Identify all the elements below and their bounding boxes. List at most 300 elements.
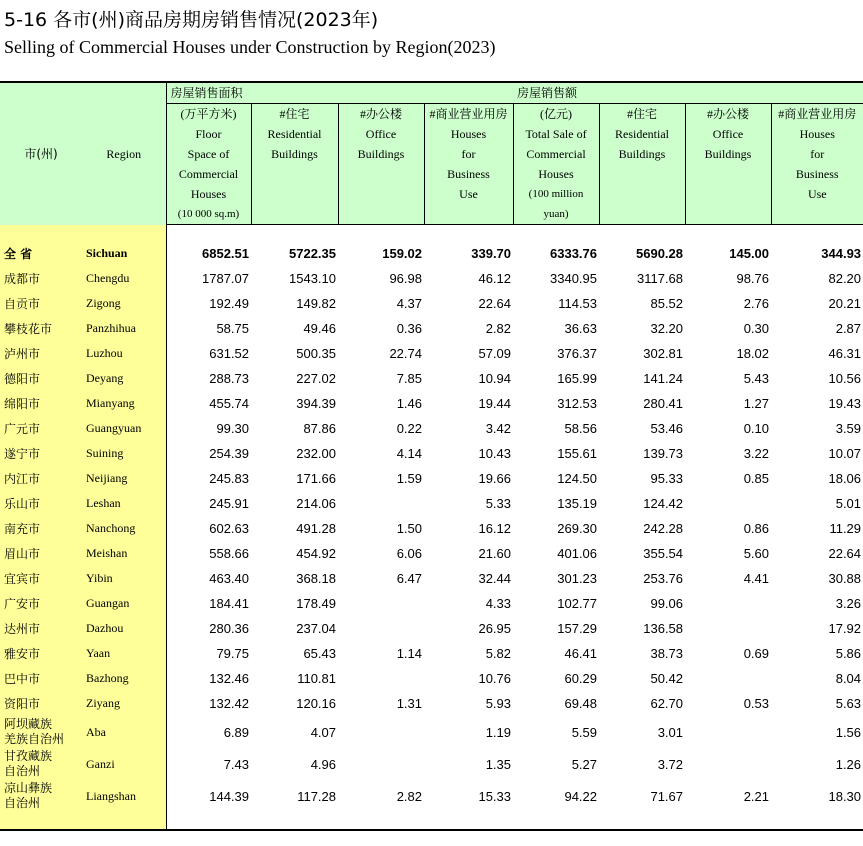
area-business-cell: 339.70 [471,246,512,261]
area-residential-cell: 117.28 [297,788,336,804]
area-business-cell: 10.43 [478,446,512,461]
table-title-en: Selling of Commercial Houses under Construction by Region(2023) [4,37,496,57]
region-en: Panzhihua [82,316,166,341]
region-en: Luzhou [82,341,166,366]
table-row [0,366,863,391]
table-row [0,516,863,541]
sales-office-cell: 18.02 [736,346,770,361]
sales-total-cell: 5.59 [571,724,598,740]
business-line: for [810,147,825,161]
area-residential-cell: 120.16 [296,696,336,711]
area-business-cell: 15.33 [478,788,512,804]
region-cn: 德阳市 [0,366,82,391]
region-cn: 广元市 [0,416,82,441]
region-en: Ganzi [82,748,166,780]
sales-total-cell: 269.30 [557,521,598,536]
spacer-row [0,225,863,242]
area-business-cell: 1.35 [485,756,512,772]
table-row [0,780,863,812]
sales-business-cell: 5.63 [835,696,862,711]
area-total-cell: 192.49 [209,296,249,311]
business-label: #商业营业用房 [429,107,508,121]
region-en: Chengdu [82,266,166,291]
area-office-cell: 1.31 [396,696,422,711]
area-total-line: Commercial [178,167,239,181]
table-row [0,341,863,366]
region-en: Mianyang [82,391,166,416]
sales-business-cell: 10.07 [828,446,862,461]
table-body [0,225,863,831]
area-office-cell: 22.74 [389,346,422,361]
table-row [0,441,863,466]
sales-total-cell: 102.77 [557,596,598,611]
area-residential-cell: 149.82 [296,296,336,311]
table-header [0,82,863,225]
area-residential-cell: 394.39 [296,396,336,411]
area-total-cell: 280.36 [209,621,249,636]
sales-business-cell: 3.59 [835,421,862,436]
sales-residential-cell: 53.46 [650,421,684,436]
sales-total-cell: 3340.95 [550,271,598,286]
area-business-cell: 22.64 [478,296,512,311]
area-total-line: Space of [187,147,230,161]
sales-table [0,81,863,831]
residential-line: Residential [267,127,322,141]
region-en: Yaan [82,641,166,666]
business-line: Houses [799,127,835,141]
sales-residential-cell: 3117.68 [636,271,684,286]
sales-business-cell: 20.21 [828,296,862,311]
sales-business-cell: 19.43 [828,396,862,411]
sales-office-cell: 3.22 [743,446,770,461]
region-cn: 全 省 [0,241,82,266]
sales-business-cell: 46.31 [828,346,862,361]
table-row [0,291,863,316]
region-en: Leshan [82,491,166,516]
sales-residential-cell: 141.24 [643,371,684,386]
table-row [0,691,863,716]
area-business-cell: 19.44 [478,396,512,411]
region-en: Bazhong [82,666,166,691]
area-business-cell: 26.95 [478,621,512,636]
business-label: #商业营业用房 [778,107,857,121]
area-residential-cell: 87.86 [303,421,336,436]
region-en: Yibin [82,566,166,591]
area-office-cell: 2.82 [396,788,422,804]
sales-total-cell: 157.29 [557,621,598,636]
sales-total-cell: 60.29 [564,671,598,686]
area-residential-cell: 368.18 [296,571,336,586]
area-office-cell: 7.85 [396,371,422,386]
area-residential-cell: 171.66 [296,471,336,486]
tail-row [0,812,863,830]
sales-residential-cell: 280.41 [643,396,684,411]
area-residential-cell: 491.28 [296,521,336,536]
business-line: Houses [450,127,487,141]
sales-total-line: yuan) [543,208,569,220]
area-office-cell [338,666,424,691]
sales-office-cell: 1.27 [743,396,770,411]
area-residential-cell: 237.04 [296,621,336,636]
sales-total-cell: 36.63 [564,321,598,336]
region-cn: 遂宁市 [0,441,82,466]
area-total-cell: 245.83 [209,471,249,486]
sales-residential-cell: 253.76 [643,571,684,586]
area-office-cell [338,716,424,748]
area-total-cell: 455.74 [209,396,249,411]
region-en: Nanchong [82,516,166,541]
table-row [0,748,863,780]
office-line: Buildings [704,147,752,161]
region-cn-line: 羌族自治州 [4,732,65,746]
region-en: Deyang [82,366,166,391]
sales-unit: (亿元) [540,107,573,121]
area-office-cell: 96.98 [389,271,422,286]
area-residential-cell: 178.49 [296,596,336,611]
sales-business-cell: 1.26 [835,756,862,772]
sales-residential-cell: 32.20 [650,321,684,336]
region-cn: 绵阳市 [0,391,82,416]
sales-office-cell: 2.76 [743,296,770,311]
area-total-cell: 6.89 [223,724,249,740]
sales-residential-cell: 38.73 [650,646,684,661]
business-line: Use [807,187,827,201]
area-office-cell: 159.02 [382,246,422,261]
region-cn: 内江市 [0,466,82,491]
business-line: Business [795,167,839,181]
region-en: Neijiang [82,466,166,491]
region-cn-line: 自治州 [4,764,41,778]
area-total-cell: 245.91 [209,496,249,511]
region-cn: 宜宾市 [0,566,82,591]
sales-office-cell [685,666,771,691]
sales-office-cell: 98.76 [736,271,770,286]
sales-total-cell: 6333.76 [550,246,598,261]
sales-office-cell [685,716,771,748]
region-cn: 达州市 [0,616,82,641]
sales-business-cell: 11.29 [829,521,862,536]
area-business-cell: 5.82 [485,646,512,661]
sales-residential-cell: 71.67 [650,788,684,804]
sales-total-cell: 312.53 [557,396,598,411]
sales-office-cell: 0.85 [743,471,770,486]
sales-residential-cell: 355.54 [643,546,684,561]
region-cn-line: 阿坝藏族 [4,717,53,731]
sales-residential-cell: 99.06 [650,596,684,611]
sales-business-cell: 17.92 [828,621,862,636]
sales-business-cell: 10.56 [828,371,862,386]
region-cn: 巴中市 [0,666,82,691]
sales-residential-cell: 85.52 [650,296,684,311]
region-cn: 资阳市 [0,691,82,716]
area-office-cell: 1.14 [396,646,422,661]
sales-total-cell: 165.99 [557,371,598,386]
area-office-cell: 1.46 [396,396,422,411]
area-office-cell: 1.59 [396,471,422,486]
table-row [0,316,863,341]
region-cn [0,780,82,812]
area-group-header: 房屋销售面积 [166,82,513,104]
sales-office-cell: 0.30 [743,321,770,336]
area-total-line: Houses [190,187,227,201]
sales-residential-cell: 242.28 [643,521,684,536]
area-business-cell: 3.42 [485,421,512,436]
sales-business-cell: 8.04 [835,671,862,686]
area-total-header [166,104,251,225]
sales-business-cell: 344.93 [821,246,862,261]
area-business-cell: 32.44 [478,571,512,586]
area-total-cell: 463.40 [209,571,249,586]
region-cn: 南充市 [0,516,82,541]
table-row [0,716,863,748]
sales-business-cell: 18.30 [828,788,862,804]
area-residential-cell: 65.43 [303,646,336,661]
sales-total-cell: 301.23 [557,571,598,586]
area-total-cell: 58.75 [216,321,249,336]
area-total-cell: 254.39 [209,446,249,461]
sales-business-cell: 2.87 [835,321,862,336]
area-business-cell: 16.12 [478,521,512,536]
sales-total-line: Total Sale of [525,127,587,141]
region-en: Dazhou [82,616,166,641]
area-office-cell: 0.22 [396,421,422,436]
office-label: #办公楼 [359,107,402,121]
sales-total-line: Commercial [526,147,586,161]
sales-total-cell: 46.41 [564,646,598,661]
sales-business-cell: 18.06 [828,471,862,486]
region-en: Liangshan [82,780,166,812]
sales-residential-cell: 50.42 [650,671,684,686]
area-business-cell: 5.33 [485,496,512,511]
region-en: Guangyuan [82,416,166,441]
area-business-cell: 46.12 [478,271,512,286]
sales-office-cell: 0.10 [743,421,770,436]
sales-total-header [513,104,599,225]
business-line: Business [447,167,490,181]
residential-label: #住宅 [279,107,310,121]
area-office-cell: 4.14 [396,446,422,461]
residential-line: Buildings [618,147,666,161]
total-row [0,241,863,266]
region-en: Sichuan [82,241,166,266]
sales-total-cell: 114.53 [558,296,598,311]
area-office-cell [338,616,424,641]
sales-total-cell: 69.48 [564,696,598,711]
area-office-cell: 0.36 [396,321,422,336]
sales-office-cell: 145.00 [729,246,770,261]
area-total-line: Floor [195,127,222,141]
sales-residential-header [599,104,685,225]
sales-residential-cell: 3.01 [657,724,684,740]
area-residential-cell: 500.35 [296,346,336,361]
area-residential-cell: 232.00 [296,446,336,461]
table-row [0,541,863,566]
area-total-cell: 631.52 [209,346,249,361]
area-office-header [338,104,424,225]
table-row [0,491,863,516]
table-row [0,616,863,641]
sales-business-cell: 1.56 [835,724,862,740]
sales-office-cell [685,748,771,780]
sales-total-cell: 155.61 [557,446,598,461]
area-business-cell: 57.09 [478,346,512,361]
area-residential-cell: 4.07 [310,724,336,740]
area-business-cell: 19.66 [478,471,512,486]
sales-business-cell: 3.26 [835,596,862,611]
region-en: Aba [82,716,166,748]
sales-office-cell: 0.86 [743,521,770,536]
sales-total-cell: 124.50 [557,471,598,486]
sales-business-cell: 30.88 [828,571,862,586]
sales-total-line: (100 million [528,188,584,200]
region-en: Guangan [82,591,166,616]
sales-total-cell: 58.56 [564,421,598,436]
area-office-cell [338,748,424,780]
area-total-cell: 602.63 [209,521,249,536]
region-cn: 成都市 [0,266,82,291]
area-business-cell: 1.19 [485,724,512,740]
area-residential-cell: 1543.10 [289,271,336,286]
region-en: Ziyang [82,691,166,716]
area-business-cell: 2.82 [485,321,512,336]
sales-business-cell: 5.86 [835,646,862,661]
sales-office-cell: 5.43 [743,371,770,386]
sales-business-header [771,104,863,225]
region-cn-line: 凉山彝族 [4,781,53,795]
office-line: Office [712,127,744,141]
region-cn: 乐山市 [0,491,82,516]
area-business-cell: 21.60 [478,546,512,561]
table-row [0,641,863,666]
office-label: #办公楼 [707,107,750,121]
area-total-cell: 1787.07 [202,271,249,286]
region-en: Meishan [82,541,166,566]
region-cn: 广安市 [0,591,82,616]
residential-label: #住宅 [627,107,658,121]
region-cn: 泸州市 [0,341,82,366]
office-line: Buildings [357,147,405,161]
region-en: Zigong [82,291,166,316]
sales-office-cell: 0.69 [743,646,770,661]
area-residential-cell: 49.46 [303,321,336,336]
area-total-cell: 79.75 [216,646,249,661]
sales-business-cell: 5.01 [835,496,862,511]
area-business-cell: 5.93 [485,696,512,711]
sales-residential-cell: 124.42 [643,496,684,511]
area-residential-cell: 454.92 [296,546,336,561]
region-header: Region [82,82,166,225]
sales-residential-cell: 136.58 [643,621,684,636]
region-cn: 眉山市 [0,541,82,566]
sales-total-cell: 376.37 [557,346,598,361]
sales-group-header: 房屋销售额 [513,82,863,104]
sales-total-cell: 135.19 [557,496,598,511]
region-cn: 攀枝花市 [0,316,82,341]
area-office-cell: 4.37 [396,296,422,311]
area-office-cell [338,591,424,616]
sales-business-cell: 82.20 [828,271,862,286]
business-line: Use [459,187,478,201]
sales-residential-cell: 139.73 [643,446,684,461]
area-residential-cell: 110.81 [297,671,336,686]
region-cn [0,716,82,748]
residential-line: Buildings [271,147,318,161]
sales-residential-cell: 5690.28 [636,246,684,261]
sales-office-header [685,104,771,225]
office-line: Office [365,127,397,141]
area-total-cell: 99.30 [216,421,249,436]
table-row [0,466,863,491]
table-row [0,391,863,416]
area-total-cell: 288.73 [209,371,249,386]
sales-residential-cell: 95.33 [650,471,684,486]
table-row [0,266,863,291]
table-row [0,566,863,591]
region-cn: 自贡市 [0,291,82,316]
region-en: Suining [82,441,166,466]
area-total-cell: 144.39 [209,788,249,804]
area-office-cell: 6.06 [396,546,422,561]
sales-office-cell [685,591,771,616]
area-business-cell: 10.76 [478,671,512,686]
area-residential-cell: 227.02 [296,371,336,386]
region-cn [0,748,82,780]
region-cn-line: 甘孜藏族 [4,749,53,763]
area-total-cell: 132.46 [209,671,249,686]
sales-total-cell: 5.27 [571,756,598,772]
area-residential-cell: 214.06 [296,496,336,511]
table-row [0,666,863,691]
area-total-cell: 184.41 [209,596,249,611]
sales-office-cell [685,616,771,641]
region-cn: 雅安市 [0,641,82,666]
sales-total-cell: 401.06 [557,546,598,561]
area-total-cell: 558.66 [209,546,249,561]
area-residential-header [251,104,338,225]
sales-office-cell: 4.41 [743,571,770,586]
area-unit: (万平方米) [180,107,237,121]
sales-residential-cell: 3.72 [657,756,684,772]
area-business-cell: 4.33 [485,596,512,611]
sales-total-cell: 94.22 [564,788,598,804]
area-office-cell [338,491,424,516]
sales-total-line: Houses [538,167,574,181]
business-line: for [461,147,476,161]
area-business-header [424,104,513,225]
sales-business-cell: 22.64 [828,546,862,561]
area-residential-cell: 4.96 [310,756,336,772]
sales-residential-cell: 62.70 [650,696,684,711]
area-residential-cell: 5722.35 [289,246,336,261]
sales-office-cell: 5.60 [743,546,770,561]
sales-residential-cell: 302.81 [643,346,684,361]
sales-office-cell: 2.21 [743,788,770,804]
sales-office-cell [685,491,771,516]
area-business-cell: 10.94 [478,371,512,386]
area-total-cell: 7.43 [223,756,249,772]
area-office-cell: 1.50 [396,521,422,536]
area-total-line: (10 000 sq.m) [177,208,240,220]
table-title-cn: 5-16 各市(州)商品房期房销售情况(2023年) [4,9,379,31]
residential-line: Residential [615,127,670,141]
area-total-cell: 132.42 [209,696,249,711]
city-header: 市(州) [0,82,82,225]
table-row [0,591,863,616]
sales-office-cell: 0.53 [743,696,770,711]
region-cn-line: 自治州 [4,796,41,810]
area-total-cell: 6852.51 [202,246,249,261]
area-office-cell: 6.47 [396,571,422,586]
